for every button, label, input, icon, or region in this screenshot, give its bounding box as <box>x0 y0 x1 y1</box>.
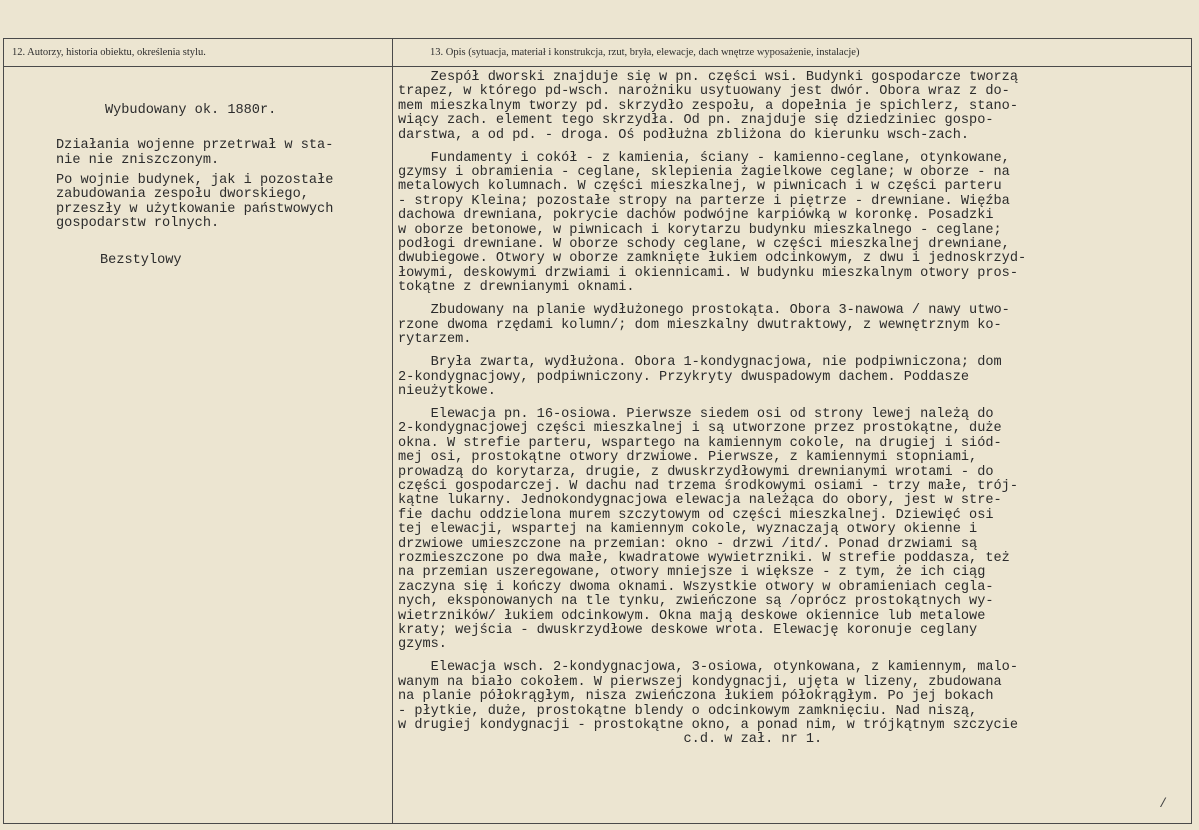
description-line: nych, eksponowanych na tle tynku, zwieńczone są /oprócz prostokątnych wy- <box>398 594 994 610</box>
description-line: gzymsy i obramienia - ceglane, sklepienia żagielkowe ceglane; w oborze - na <box>398 165 1010 181</box>
description-line: - płytkie, duże, prostokątne blendy o odcinkowym zamknięciu. Nad niszą, <box>398 703 978 719</box>
description-line: nieużytkowe. <box>398 383 496 399</box>
history-para-1 <box>56 90 392 133</box>
description-line: dwubiegowe. Otwory w oborze zamknięte łukiem odcinkowym, z dwu i jednoskrzyd- <box>398 251 1027 267</box>
description-line: tokątne z drewnianymi oknami. <box>398 280 635 296</box>
description-line: wietrzników/ łukiem odcinkowym. Okna mają deskowe okiennice lub metalowe <box>398 608 986 624</box>
description-line: Zbudowany na planie wydłużonego prostokąta. Obora 3-nawowa / nawy utwo- <box>398 303 1010 319</box>
description-line: okna. W strefie parteru, wspartego na kamiennym cokole, na drugiej i siód- <box>398 435 1002 451</box>
description-line: zaczyna się i kończy dwoma oknami. Wszystkie otwory w obramieniach cegla- <box>398 579 994 595</box>
description-line: fie dachu oddzielona murem szczytowym od części mieszkalnej. Dziewięć osi <box>398 507 994 523</box>
description-line: drzwiowe umieszczone na przemian: okno - drzwi /itd/. Ponad drzwiami są <box>398 536 978 552</box>
description-line: gzyms. <box>398 637 447 653</box>
description-line: części gospodarczej. W dachu nad trzema środkowymi osiami - trzy małe, trój- <box>398 478 1018 494</box>
description-line: trapez, w którego pd-wsch. narożniku usytuowany jest dwór. Obora wraz z do- <box>398 84 1010 100</box>
history-line: przeszły w użytkowanie państwowych <box>56 201 334 217</box>
history-line: Po wojnie budynek, jak i pozostałe <box>56 173 334 189</box>
description-line: c.d. w zał. nr 1. <box>398 732 823 748</box>
history-line: Działania wojenne przetrwał w sta- <box>56 138 334 154</box>
description-line: Zespół dworski znajduje się w pn. części wsi. Budynki gospodarcze tworzą <box>398 70 1018 85</box>
description-line: Fundamenty i cokół - z kamienia, ściany - kamienno-ceglane, otynkowane, <box>398 150 1010 166</box>
description-line: w oborze betonowe, w piwnicach i korytarzu budynku mieszkalnego - ceglane; <box>398 222 1002 238</box>
description-line: na planie półokrągłym, nisza zwieńczona łukiem półokrągłym. Po jej bokach <box>398 689 994 705</box>
style-designation: Bezstylowy <box>100 252 182 268</box>
description-line: prowadzą do korytarza, drugie, z dwuskrzydłowymi drewnianymi wrotami - do <box>398 464 994 480</box>
description-line: 2-kondygnacjowy, podpiwniczony. Przykryty dwuspadowym dachem. Poddasze <box>398 369 970 385</box>
description-line: mem mieszkalnym tworzy pd. skrzydło zespołu, a dopełnia je spichlerz, stano- <box>398 98 1018 114</box>
section-12-label: 12. Autorzy, historia obiektu, określenia stylu. <box>12 47 206 58</box>
description-line: Bryła zwarta, wydłużona. Obora 1-kondygnacjowa, nie podpiwniczona; dom <box>398 355 1002 371</box>
description-paragraph <box>398 152 1188 296</box>
description-line: tej elewacji, wspartej na kamiennym cokole, wyznaczają otwory okienne i <box>398 522 978 538</box>
history-para-2 <box>56 139 392 168</box>
description-paragraph <box>398 71 1188 143</box>
description-paragraph <box>398 304 1188 347</box>
description-line: w drugiej kondygnacji - prostokątne okno, a ponad nim, w trójkątnym szczycie <box>398 718 1018 734</box>
margin-mark: / <box>1159 796 1167 811</box>
description-line: rozmieszczone po dwa małe, kwadratowe wywietrzniki. W strefie poddasza, też <box>398 550 1010 566</box>
description-line: kraty; wejścia - dwuskrzydłowe deskowe wrota. Elewację koronuje ceglany <box>398 623 978 638</box>
description-line: mej osi, prostokątne otwory drzwiowe. Pierwsze, z kamiennymi stopniami, <box>398 450 978 466</box>
column-divider <box>392 38 393 824</box>
description-paragraph <box>398 661 1188 747</box>
description-column <box>398 71 1188 756</box>
history-line: zabudowania zespołu dworskiego, <box>56 187 309 203</box>
history-line: nie nie zniszczonym. <box>56 152 220 168</box>
description-line: rzone dwoma rzędami kolumn/; dom mieszkalny dwutraktowy, z wewnętrznym ko- <box>398 317 1002 333</box>
description-line: rytarzem. <box>398 332 472 348</box>
description-line: kątne lukarny. Jednokondygnacjowa elewacja należąca do obory, jest w stre- <box>398 493 1002 509</box>
description-paragraph <box>398 408 1188 653</box>
description-line: wanym na biało cokołem. W pierwszej kondygnacji, ujęta w lizeny, zbudowana <box>398 674 1002 690</box>
description-line: na przemian uszeregowane, otwory mniejsze i większe - z tym, że ich ciąg <box>398 565 986 581</box>
history-column <box>56 90 392 274</box>
history-para-3 <box>56 174 392 232</box>
description-line: łowymi, deskowymi drzwiami i okiennicami. W budynku mieszkalnym otwory pros- <box>398 265 1018 281</box>
description-line: Elewacja wsch. 2-kondygnacjowa, 3-osiowa, otynkowana, z kamiennym, malo- <box>398 660 1018 676</box>
history-line: Wybudowany ok. 1880r. <box>104 103 277 119</box>
description-line: podłogi drewniane. W oborze schody ceglane, w części mieszkalnej drewniane, <box>398 237 1010 253</box>
description-line: wiący zach. element tego skrzydła. Od pn. znajduje się dziedziniec gospo- <box>398 113 994 129</box>
description-line: - stropy Kleina; pozostałe stropy na parterze i piętrze - drewniane. Więźba <box>398 193 1010 209</box>
header-rule <box>3 66 1192 67</box>
description-line: metalowych kolumnach. W części mieszkalnej, w piwnicach i w części parteru <box>398 179 1002 195</box>
description-line: Elewacja pn. 16-osiowa. Pierwsze siedem osi od strony lewej należą do <box>398 406 994 422</box>
description-paragraph <box>398 356 1188 399</box>
history-line: gospodarstw rolnych. <box>56 216 220 232</box>
description-line: darstwa, a od pd. - droga. Oś podłużna zbliżona do kierunku wsch-zach. <box>398 127 970 143</box>
section-13-label: 13. Opis (sytuacja, materiał i konstrukcja, rzut, bryła, elewacje, dach wnętrze wyposażenie, instalacje) <box>430 47 860 58</box>
description-line: 2-kondygnacjowej części mieszkalnej i są utworzone przez prostokątne, duże <box>398 421 1002 437</box>
description-line: dachowa drewniana, pokrycie dachów podwójne karpiówką w koronkę. Posadzki <box>398 208 994 224</box>
